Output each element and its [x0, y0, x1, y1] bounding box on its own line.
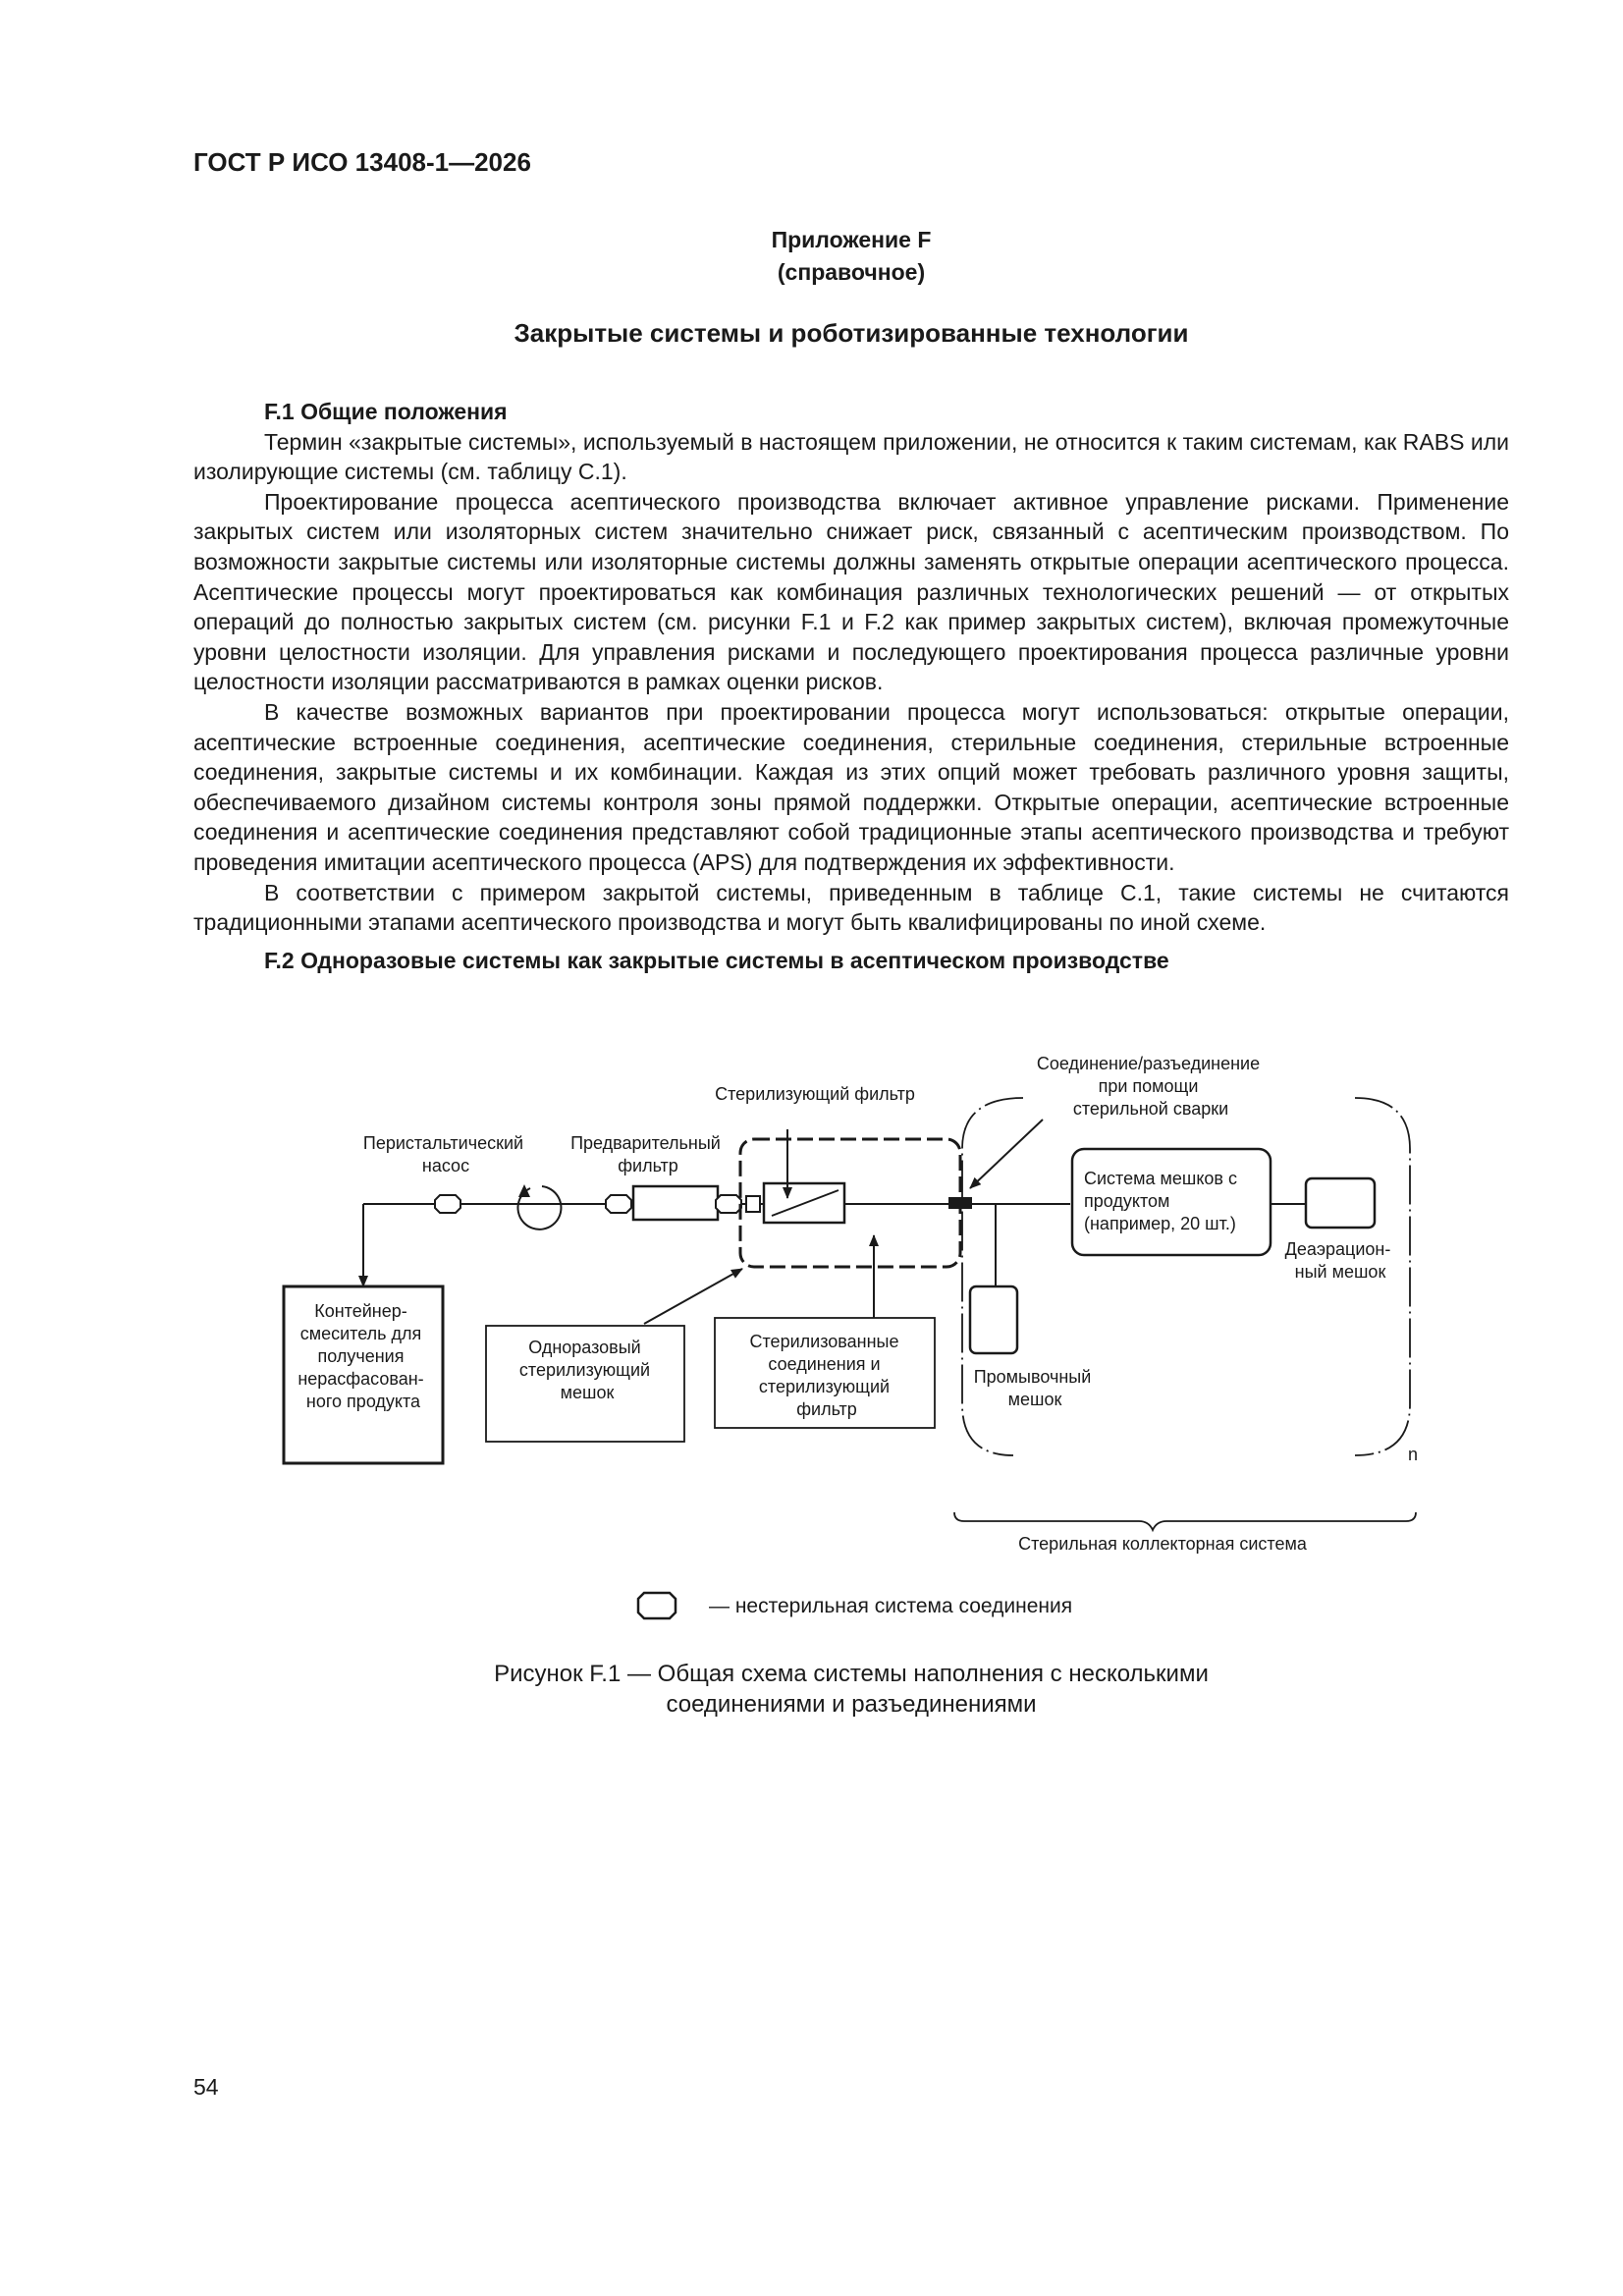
paragraph: Термин «закрытые системы», используемый в настоящем приложении, не относится к таким системам, как RABS или изолирующие системы (см. таблицу С.1). — [193, 428, 1509, 485]
sterile-weld-junction — [948, 1197, 972, 1209]
label-weld-connection: Соединение/разъединение при помощи стерильной сварки — [1036, 1054, 1261, 1119]
label-deaeration-bag: Деаэрацион- ный мешок — [1284, 1239, 1391, 1282]
flush-bag — [970, 1286, 1017, 1353]
label-flush-bag: Промывочный мешок — [973, 1367, 1092, 1409]
annex-heading — [193, 224, 1509, 289]
filling-system-diagram — [0, 1021, 1623, 1617]
label-bag-system: Система мешков с продуктом (например, 20 шт.) — [1084, 1169, 1237, 1233]
caption-line: соединениями и разъединениями — [666, 1691, 1037, 1718]
body-text — [193, 397, 1509, 975]
nonsterile-connector — [435, 1195, 460, 1213]
label-container: Контейнер- смеситель для получения нерасфасован- ного продукта — [298, 1301, 424, 1411]
section-heading-f1: F.1 Общие положения — [264, 399, 508, 424]
label-disposable-bag: Одноразовый стерилизующий мешок — [518, 1338, 651, 1402]
caption-line: Рисунок F.1 — Общая схема системы наполнения с несколькими — [494, 1661, 1209, 1687]
document-header: ГОСТ Р ИСО 13408-1—2026 — [193, 147, 531, 177]
legend-text: — нестерильная система соединения — [709, 1595, 1073, 1617]
nonsterile-connector — [606, 1195, 631, 1213]
label-manifold: Стерильная коллекторная система — [1018, 1534, 1307, 1554]
label-prefilter: Предварительный фильтр — [570, 1133, 721, 1175]
manifold-brace — [954, 1512, 1416, 1530]
label-sterilized-connections: Стерилизованные соединения и стерилизующий фильтр — [749, 1332, 899, 1419]
label-sterilizing-filter: Стерилизующий фильтр — [715, 1084, 915, 1104]
legend-connector-icon — [638, 1593, 676, 1618]
paragraph: Проектирование процесса асептического производства включает активное управление рисками. Применение закрытых систем или изоляторных систем значительно снижает риск, связанный с асептическим производством. По возможности закрытые системы или изоляторные системы должны заменять открытые операции асептического процесса. Асептические процессы могут проектироваться как комбинация различных технологических решений — от открытых операций до полностью закрытых систем (см. рисунки F.1 и F.2 как пример закрытых систем), включая промежуточные уровни целостности изоляции. Для управления рисками и последующего проектирования процесса различные уровни целостности изоляции рассматриваются в рамках оценки рисков. — [193, 488, 1509, 695]
label-n: n — [1408, 1445, 1419, 1464]
section-heading-f2: F.2 Одноразовые системы как закрытые системы в асептическом производстве — [264, 947, 1169, 973]
annex-title: Закрытые системы и роботизированные технологии — [514, 318, 1189, 348]
annex-label: Приложение F — [771, 227, 932, 252]
nonsterile-connector — [716, 1195, 741, 1213]
annex-status: (справочное) — [777, 259, 926, 285]
deaeration-bag — [1306, 1178, 1375, 1228]
paragraph: В качестве возможных вариантов при проектировании процесса могут использоваться: открытые операции, асептические встроенные соединения, асептические соединения, стерильные соединения, стерильные встроенные соединения, закрытые системы и их комбинации. Каждая из этих опций может требовать различного уровня защиты, обеспечиваемого дизайном системы контроля зоны прямой поддержки. Открытые операции, асептические встроенные соединения и асептические соединения представляют собой традиционные этапы асептического производства и требуют проведения имитации асептического процесса (APS) для подтверждения их эффективности. — [193, 698, 1509, 875]
figure-caption — [193, 1659, 1509, 1720]
page-number: 54 — [193, 2074, 219, 2100]
prefilter-body — [633, 1186, 718, 1220]
paragraph: В соответствии с примером закрытой системы, приведенным в таблице С.1, такие системы не считаются традиционными этапами асептического производства и могут быть квалифицированы по иной схеме. — [193, 879, 1509, 936]
figure-f1 — [0, 1021, 1623, 1617]
label-peristaltic-pump: Перистальтический насос — [362, 1133, 524, 1175]
